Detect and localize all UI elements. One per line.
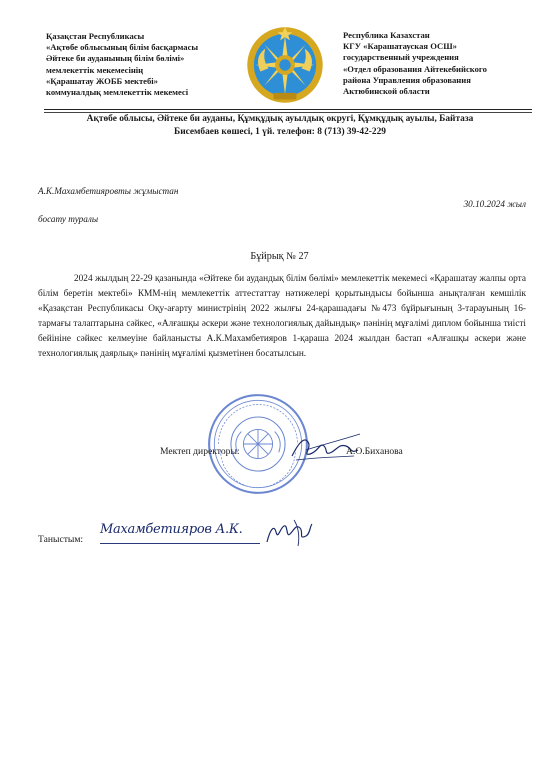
order-body-paragraph: 2024 жылдың 22-29 қазанында «Әйтеке би аудандық білім бөлімі» мемлекеттік мекемесі «Қарашатау жалпы орта білім беретін мектебі» КММ-нің мемлекеттік аттестаттау нәтижелері қорытындысы бойынша анықталған кемшілік «Қазақстан Республикасы Оқу-ағарту министрінің 2022 жылғы 24-қарашадағы №473 бұйрығының 3-тарауының 16-тармағы талаптарына сәйкес, «Алғашқы әскери және технологиялық дайындық» пәнінің мұғалімі диплом бойынша тиісті бейініне сәйкес келмеуіне байланысты А.К.Махамбетияров 1-қараша 2024 жылдан бастап «Алғашқы әскери және технологиялық даярлық» пәнінің мұғалімі қызметінен босатылсын. — [38, 274, 526, 360]
header-right-line: «Отдел образования Айтекебийского — [343, 63, 487, 74]
header-left-line: «Қарашатау ЖОББ мектебі» — [46, 75, 158, 86]
header-right-line: Республика Казахстан — [343, 30, 430, 40]
header-right-line: КГУ «Карашатауская ОСШ» — [343, 41, 457, 52]
director-label: Мектеп директоры: — [160, 446, 240, 457]
subject-line: босату туралы — [38, 214, 99, 224]
header-right-line: района Управления образования — [343, 74, 471, 85]
header-divider — [44, 109, 532, 110]
subject-line: А.К.Махамбетияровты жұмыстан — [38, 186, 179, 196]
address-block — [30, 113, 530, 138]
kazakhstan-emblem-icon — [244, 24, 326, 106]
address-line: Бисембаев көшесі, 1 үй. телефон: 8 (713) 39-42-229 — [174, 126, 386, 137]
header-right-line: Актюбинской области — [343, 86, 430, 97]
acknowledgement-label: Таныстым: — [38, 534, 84, 545]
header-left-line: коммуналдық мемлекеттік мекемесі — [46, 87, 189, 98]
acknowledgement-signature — [264, 516, 314, 550]
order-title: Бұйрық № 27 — [250, 251, 309, 262]
order-subject — [38, 177, 258, 233]
header-left-line: «Ақтөбе облысының білім басқармасы — [46, 42, 199, 53]
header-left-line: Қазақстан Республикасы — [46, 31, 145, 41]
order-body — [38, 272, 526, 363]
acknowledgement-handwritten-name: Махамбетияров А.К. — [100, 522, 243, 537]
acknowledgement-underline — [100, 543, 260, 544]
header-left-line: Әйтеке би ауданының білім бөлімі» — [46, 53, 185, 64]
address-line: Ақтөбе облысы, Әйтеке би ауданы, Құмқұдық ауылдық округі, Құмқұдық ауылы, Байтаза — [86, 114, 474, 124]
header-left-kazakh — [46, 31, 246, 98]
header-left-line: мемлекеттік мекемесінің — [46, 64, 144, 75]
header-right-line: государственный учреждения — [343, 52, 459, 63]
order-date: 30.10.2024 жыл — [463, 199, 526, 209]
director-name: А.О.Биханова — [346, 446, 403, 457]
header-right-russian — [343, 30, 543, 97]
